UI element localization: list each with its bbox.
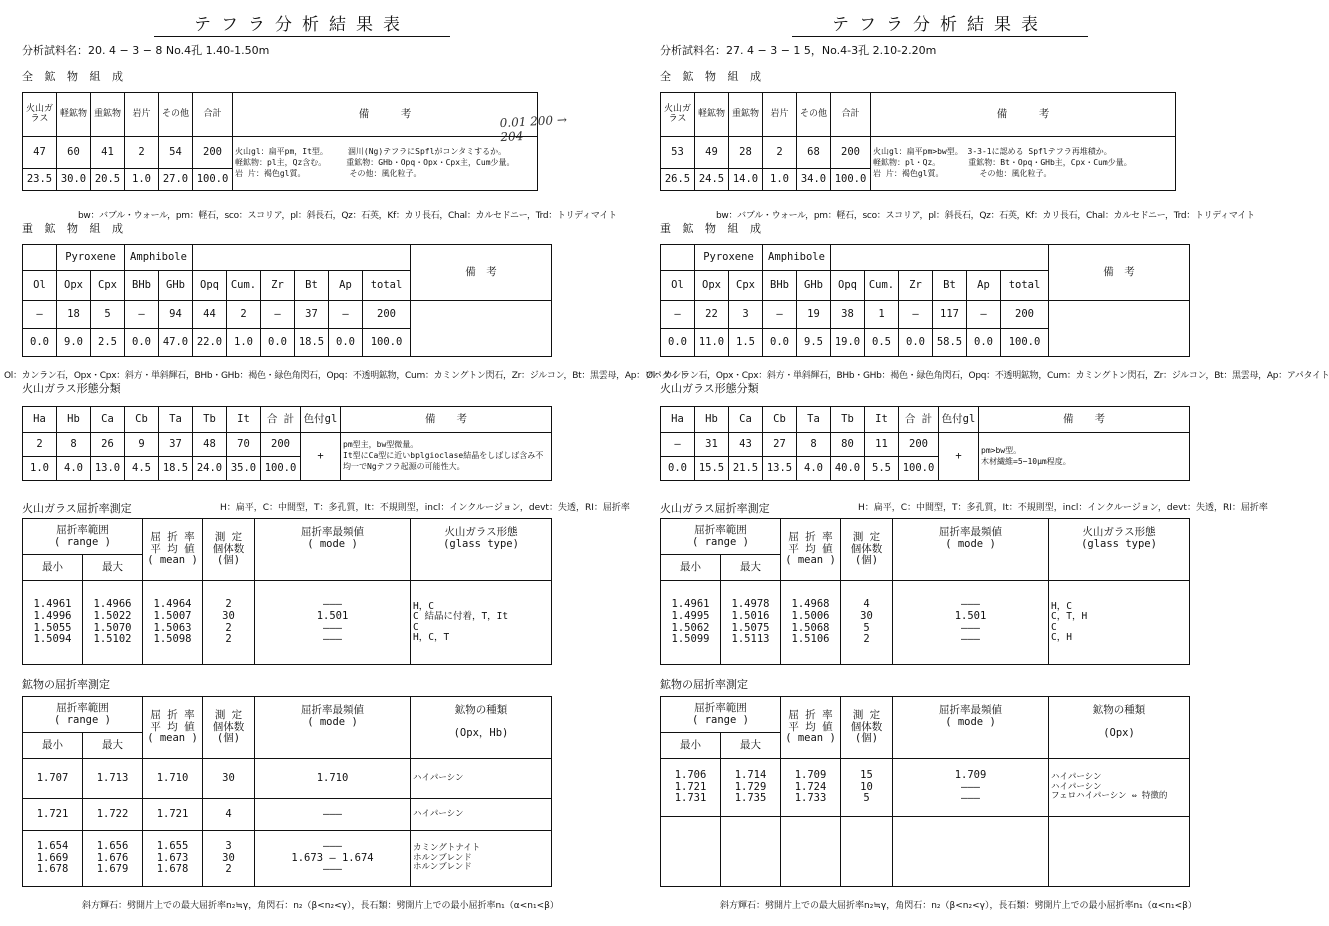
total-header: その他 xyxy=(797,93,831,137)
heavy-header: GHb xyxy=(797,271,831,301)
total-pct-cell: 100.0 xyxy=(193,169,233,191)
glass-count-cell: 31 xyxy=(695,433,729,457)
ri-mean-values: 1.4964 1.5007 1.5063 1.5098 xyxy=(143,581,203,665)
heavy-remarks-header: 備 考 xyxy=(1049,245,1190,301)
heavy-header: Ol xyxy=(23,271,57,301)
footnote: 斜方輝石：劈開片上での最大屈折率n₂≒γ，角閃石：n₂（β<n₂<γ），長石類：劈開片上での最小屈折率n₁（α<n₁<β） xyxy=(720,901,1197,911)
total-pct-cell: 24.5 xyxy=(695,169,729,191)
glass-pct-cell: 5.5 xyxy=(865,457,899,481)
ri-range-header: 屈折率範囲 ( range ) xyxy=(23,697,143,733)
mri-mode: 1.709 ——— ——— xyxy=(893,759,1049,817)
ri-min-values: 1.4961 1.4995 1.5062 1.5099 xyxy=(661,581,721,665)
ri-type-header: 火山ガラス形態 (glass type) xyxy=(411,519,552,581)
glass-count-cell: 27 xyxy=(763,433,797,457)
heavy-count-cell: — xyxy=(23,301,57,329)
heavy-count-cell: 200 xyxy=(1001,301,1049,329)
mri-count: 15 10 5 xyxy=(841,759,893,817)
glass-ri-table xyxy=(660,518,1190,665)
ri-count-values: 4 30 5 2 xyxy=(841,581,893,665)
footnote: 斜方輝石：劈開片上での最大屈折率n₂≒γ，角閃石：n₂（β<n₂<γ），長石類：劈開片上での最小屈折率n₁（α<n₁<β） xyxy=(82,901,559,911)
glass-remarks: pm>bw型。 木材繊維=5−10μm程度。 xyxy=(979,433,1190,481)
heavy-count-cell: 2 xyxy=(227,301,261,329)
heavy-remarks-header: 備 考 xyxy=(411,245,552,301)
colored-glass-cell: + xyxy=(939,433,979,481)
ri-max-header: 最大 xyxy=(83,733,143,759)
total-count-cell: 2 xyxy=(763,137,797,169)
ri-range-header: 屈折率範囲 ( range ) xyxy=(23,519,143,555)
heavy-count-cell: 117 xyxy=(933,301,967,329)
glass-count-cell: 26 xyxy=(91,433,125,457)
colored-glass-cell: + xyxy=(301,433,341,481)
ri-max-values: 1.4978 1.5016 1.5075 1.5113 xyxy=(721,581,781,665)
ri-count-header: 測 定 個体数 (個) xyxy=(203,697,255,759)
heavy-pct-cell: 100.0 xyxy=(363,329,411,357)
ri-range-header: 屈折率範囲 ( range ) xyxy=(661,519,781,555)
ri-count-values: 2 30 2 2 xyxy=(203,581,255,665)
right-page xyxy=(646,0,1329,926)
glass-count-cell: 70 xyxy=(227,433,261,457)
glass-ri-table xyxy=(22,518,552,665)
heavy-header: total xyxy=(1001,271,1049,301)
heavy-pct-cell: 9.0 xyxy=(57,329,91,357)
abbreviation-legend: bw：バブル・ウォール，pm：軽石，sco：スコリア，pl：斜長石，Qz：石英，Kf：カリ長石，Chal：カルセドニー，Trd：トリディマイト xyxy=(78,211,617,221)
heavy-pct-cell: 0.0 xyxy=(899,329,933,357)
heavy-pct-cell: 11.0 xyxy=(695,329,729,357)
total-count-cell: 68 xyxy=(797,137,831,169)
glass-count-cell: 200 xyxy=(261,433,301,457)
mri-count: 3 30 2 xyxy=(203,831,255,887)
heavy-header: Opx xyxy=(695,271,729,301)
glass-count-cell: 37 xyxy=(159,433,193,457)
heavy-header: Opx xyxy=(57,271,91,301)
total-pct-cell: 1.0 xyxy=(125,169,159,191)
ri-count-header: 測 定 個体数 (個) xyxy=(841,697,893,759)
mineral-ri-table xyxy=(660,696,1190,887)
total-count-cell: 47 xyxy=(23,137,57,169)
heavy-count-cell: 37 xyxy=(295,301,329,329)
total-header: 岩片 xyxy=(763,93,797,137)
heavy-pct-cell: 0.0 xyxy=(261,329,295,357)
mineral-ri-row xyxy=(661,759,1190,817)
heavy-minerals-table xyxy=(660,244,1190,357)
heavy-pct-cell: 1.5 xyxy=(729,329,763,357)
glass-header: 合 計 xyxy=(899,407,939,433)
total-remarks: 火山gl：扁平pm，It型。 涸川(Ng)テフラにSpflがコンタミするか。 軽鉱物：pl主，Qz含む。 重鉱物：GHb・Opq・Opx・Cpx主，Cum少量。 岩 片：褐色gl質。 その他：風化粒子。 xyxy=(233,137,538,191)
glass-header: Ha xyxy=(23,407,57,433)
total-header: 重鉱物 xyxy=(729,93,763,137)
mri-mode: 1.710 xyxy=(255,759,411,799)
heavy-count-cell: 44 xyxy=(193,301,227,329)
ri-type-values: H，C C 結晶に付着，T，It C H，C，T xyxy=(411,581,552,665)
glass-morphology-table xyxy=(660,406,1190,481)
mri-mean: 1.721 xyxy=(143,799,203,831)
total-header: 合計 xyxy=(193,93,233,137)
total-minerals-table xyxy=(660,92,1176,191)
handwritten-note: 0.01 200 → 204 xyxy=(499,112,568,145)
total-pct-cell: 14.0 xyxy=(729,169,763,191)
heavy-header: BHb xyxy=(763,271,797,301)
section-glass-morphology: 火山ガラス形態分類 xyxy=(660,382,759,395)
glass-remarks: pm型主，bw型微量。 It型にCa型に近いbplgioclase結晶をしばしば含み不均一でNgテフラ起源の可能性大。 xyxy=(341,433,552,481)
total-count-cell: 28 xyxy=(729,137,763,169)
total-remarks: 火山gl：扁平pm>bw型。 3-3-1に認める Spflテフラ再堆積か。 軽鉱物：pl・Qz。 重鉱物：Bt・Opq・GHb主，Cpx・Cum少量。 岩 片：褐色gl質。 その他：風化粒子。 xyxy=(871,137,1176,191)
section-glass-ri: 火山ガラス屈折率測定 xyxy=(22,502,132,515)
heavy-count-cell: — xyxy=(329,301,363,329)
heavy-header: Bt xyxy=(933,271,967,301)
section-glass-ri: 火山ガラス屈折率測定 xyxy=(660,502,770,515)
total-count-cell: 200 xyxy=(831,137,871,169)
mri-min: 1.654 1.669 1.678 xyxy=(23,831,83,887)
ri-mode-header: 屈折率最頻値 ( mode ) xyxy=(255,697,411,759)
glass-remarks-header: 備 考 xyxy=(979,407,1190,433)
mri-min: 1.721 xyxy=(23,799,83,831)
glass-header: It xyxy=(227,407,261,433)
heavy-header: BHb xyxy=(125,271,159,301)
mineral-abbreviations: Ol：カンラン石，Opx・Cpx：斜方・単斜輝石，BHb・GHb：褐色・緑色角閃石，Opq：不透明鉱物，Cum：カミングトン閃石，Zr：ジルコン，Bt：黒雲母，Ap：アパタイト xyxy=(646,371,1329,381)
total-count-cell: 54 xyxy=(159,137,193,169)
glass-pct-cell: 4.5 xyxy=(125,457,159,481)
mri-max: 1.714 1.729 1.735 xyxy=(721,759,781,817)
mineral-ri-row xyxy=(661,817,1190,887)
glass-header: 色付gl xyxy=(301,407,341,433)
glass-pct-cell: 0.0 xyxy=(661,457,695,481)
glass-pct-cell: 13.5 xyxy=(763,457,797,481)
page-title xyxy=(660,10,1220,37)
mri-min: 1.707 xyxy=(23,759,83,799)
heavy-header: Cum. xyxy=(865,271,899,301)
glass-header: Tb xyxy=(193,407,227,433)
sample-name: 分析試料名：27. 4 − 3 − 1 5，No.4-3孔 2.10-2.20m xyxy=(660,44,937,57)
total-remarks-header: 備 考 xyxy=(233,93,538,137)
mineral-ri-row xyxy=(23,799,552,831)
heavy-count-cell: 38 xyxy=(831,301,865,329)
heavy-pct-cell: 0.0 xyxy=(329,329,363,357)
heavy-header: Opq xyxy=(193,271,227,301)
title-text: テフラ分析結果表 xyxy=(792,10,1088,37)
glass-count-cell: 80 xyxy=(831,433,865,457)
heavy-header: Zr xyxy=(261,271,295,301)
total-remarks-header: 備 考 xyxy=(871,93,1176,137)
glass-header: Cb xyxy=(125,407,159,433)
ri-max-values: 1.4966 1.5022 1.5070 1.5102 xyxy=(83,581,143,665)
heavy-count-cell: 1 xyxy=(865,301,899,329)
total-pct-cell: 30.0 xyxy=(57,169,91,191)
group-pyroxene: Pyroxene xyxy=(695,245,763,271)
heavy-count-cell: — xyxy=(899,301,933,329)
heavy-count-cell: 200 xyxy=(363,301,411,329)
mri-count xyxy=(841,817,893,887)
heavy-header: GHb xyxy=(159,271,193,301)
heavy-header: Ap xyxy=(329,271,363,301)
ri-mean-header: 屈 折 率 平 均 値 ( mean ) xyxy=(781,519,841,581)
heavy-count-cell: — xyxy=(967,301,1001,329)
mri-type: ハイパーシン ハイパーシン フェロハイパーシン ⇔ 特徴的 xyxy=(1049,759,1190,817)
glass-pct-cell: 100.0 xyxy=(899,457,939,481)
glass-count-cell: — xyxy=(661,433,695,457)
mineral-ri-row xyxy=(23,759,552,799)
total-pct-cell: 1.0 xyxy=(763,169,797,191)
glass-count-cell: 2 xyxy=(23,433,57,457)
total-pct-cell: 26.5 xyxy=(661,169,695,191)
mri-max: 1.656 1.676 1.679 xyxy=(83,831,143,887)
mri-mode xyxy=(893,817,1049,887)
total-count-cell: 49 xyxy=(695,137,729,169)
mri-max: 1.713 xyxy=(83,759,143,799)
glass-count-cell: 9 xyxy=(125,433,159,457)
glass-pct-cell: 35.0 xyxy=(227,457,261,481)
total-pct-cell: 27.0 xyxy=(159,169,193,191)
glass-count-cell: 200 xyxy=(899,433,939,457)
total-pct-cell: 100.0 xyxy=(831,169,871,191)
total-count-cell: 41 xyxy=(91,137,125,169)
heavy-count-cell: — xyxy=(261,301,295,329)
mri-mean: 1.710 xyxy=(143,759,203,799)
mri-mode: ——— xyxy=(255,799,411,831)
mineral-ri-table xyxy=(22,696,552,887)
glass-pct-cell: 24.0 xyxy=(193,457,227,481)
heavy-count-cell: 18 xyxy=(57,301,91,329)
heavy-header: Ap xyxy=(967,271,1001,301)
total-count-cell: 53 xyxy=(661,137,695,169)
heavy-header: Bt xyxy=(295,271,329,301)
glass-pct-cell: 40.0 xyxy=(831,457,865,481)
heavy-minerals-table xyxy=(22,244,552,357)
heavy-count-cell: 22 xyxy=(695,301,729,329)
mri-mean: 1.709 1.724 1.733 xyxy=(781,759,841,817)
total-header: その他 xyxy=(159,93,193,137)
heavy-pct-cell: 0.0 xyxy=(763,329,797,357)
ri-max-header: 最大 xyxy=(721,733,781,759)
ri-max-header: 最大 xyxy=(83,555,143,581)
heavy-count-cell: — xyxy=(763,301,797,329)
heavy-count-cell: 3 xyxy=(729,301,763,329)
ri-min-header: 最小 xyxy=(23,733,83,759)
mri-min xyxy=(661,817,721,887)
glass-header: Cb xyxy=(763,407,797,433)
total-pct-cell: 23.5 xyxy=(23,169,57,191)
group-amphibole: Amphibole xyxy=(125,245,193,271)
heavy-pct-cell: 2.5 xyxy=(91,329,125,357)
section-glass-morphology: 火山ガラス形態分類 xyxy=(22,382,121,395)
mri-type: ハイパーシン xyxy=(411,799,552,831)
heavy-pct-cell: 47.0 xyxy=(159,329,193,357)
mri-count: 4 xyxy=(203,799,255,831)
heavy-pct-cell: 9.5 xyxy=(797,329,831,357)
ri-row xyxy=(23,581,552,665)
heavy-pct-cell: 19.0 xyxy=(831,329,865,357)
glass-remarks-header: 備 考 xyxy=(341,407,552,433)
glass-pct-cell: 4.0 xyxy=(797,457,831,481)
glass-count-cell: 11 xyxy=(865,433,899,457)
mineral-abbreviations: Ol：カンラン石，Opx・Cpx：斜方・単斜輝石，BHb・GHb：褐色・緑色角閃石，Opq：不透明鉱物，Cum：カミングトン閃石，Zr：ジルコン，Bt：黒雲母，Ap：アパタイト xyxy=(4,371,688,381)
ri-mode-values: ——— 1.501 ——— ——— xyxy=(893,581,1049,665)
glass-header: Ha xyxy=(661,407,695,433)
sample-name: 分析試料名：20. 4 − 3 − 8 No.4孔 1.40-1.50m xyxy=(22,44,270,57)
ri-max-header: 最大 xyxy=(721,555,781,581)
total-count-cell: 200 xyxy=(193,137,233,169)
heavy-pct-cell: 100.0 xyxy=(1001,329,1049,357)
ri-type-values: H，C C，T，H C C，H xyxy=(1049,581,1190,665)
ri-row xyxy=(661,581,1190,665)
total-pct-cell: 34.0 xyxy=(797,169,831,191)
ri-min-header: 最小 xyxy=(23,555,83,581)
glass-header: 色付gl xyxy=(939,407,979,433)
ri-count-header: 測 定 個体数 (個) xyxy=(841,519,893,581)
total-count-cell: 60 xyxy=(57,137,91,169)
glass-count-cell: 8 xyxy=(797,433,831,457)
glass-count-cell: 8 xyxy=(57,433,91,457)
ri-mode-header: 屈折率最頻値 ( mode ) xyxy=(255,519,411,581)
section-mineral-ri: 鉱物の屈折率測定 xyxy=(660,678,748,691)
glass-count-cell: 48 xyxy=(193,433,227,457)
ri-mode-values: ——— 1.501 ——— ——— xyxy=(255,581,411,665)
mri-mode: ——— 1.673 — 1.674 ——— xyxy=(255,831,411,887)
heavy-header: Cum. xyxy=(227,271,261,301)
heavy-header: Opq xyxy=(831,271,865,301)
heavy-header: Zr xyxy=(899,271,933,301)
heavy-pct-cell: 0.5 xyxy=(865,329,899,357)
mri-max: 1.722 xyxy=(83,799,143,831)
ri-mode-header: 屈折率最頻値 ( mode ) xyxy=(893,697,1049,759)
heavy-count-cell: 5 xyxy=(91,301,125,329)
title-text: テフラ分析結果表 xyxy=(154,10,450,37)
glass-count-cell: 43 xyxy=(729,433,763,457)
ri-type-header: 鉱物の種類 (Opx) xyxy=(1049,697,1190,759)
ri-mean-header: 屈 折 率 平 均 値 ( mean ) xyxy=(781,697,841,759)
glass-header: Ca xyxy=(91,407,125,433)
ri-abbreviations: H：扁平，C：中間型，T：多孔質，It：不規則型，incl：インクルージョン，devt：失透，RI：屈折率 xyxy=(858,503,1268,513)
glass-morphology-table xyxy=(22,406,552,481)
ri-type-header: 火山ガラス形態 (glass type) xyxy=(1049,519,1190,581)
heavy-pct-cell: 58.5 xyxy=(933,329,967,357)
heavy-pct-cell: 1.0 xyxy=(227,329,261,357)
glass-pct-cell: 1.0 xyxy=(23,457,57,481)
mri-max xyxy=(721,817,781,887)
total-header: 重鉱物 xyxy=(91,93,125,137)
section-heavy-minerals: 重 鉱 物 組 成 xyxy=(660,222,765,235)
heavy-pct-cell: 22.0 xyxy=(193,329,227,357)
total-header: 火山ガラス xyxy=(23,93,57,137)
page-title xyxy=(22,10,582,37)
heavy-pct-cell: 0.0 xyxy=(661,329,695,357)
glass-pct-cell: 15.5 xyxy=(695,457,729,481)
group-pyroxene: Pyroxene xyxy=(57,245,125,271)
total-minerals-table xyxy=(22,92,538,191)
ri-mode-header: 屈折率最頻値 ( mode ) xyxy=(893,519,1049,581)
heavy-header: Ol xyxy=(661,271,695,301)
heavy-count-cell: 19 xyxy=(797,301,831,329)
mri-type xyxy=(1049,817,1190,887)
total-header: 軽鉱物 xyxy=(57,93,91,137)
glass-header: Hb xyxy=(695,407,729,433)
heavy-header: Cpx xyxy=(91,271,125,301)
mri-type: カミングトナイト ホルンブレンド ホルンブレンド xyxy=(411,831,552,887)
total-header: 合計 xyxy=(831,93,871,137)
glass-header: Hb xyxy=(57,407,91,433)
glass-header: Ca xyxy=(729,407,763,433)
total-header: 火山ガラス xyxy=(661,93,695,137)
glass-header: Ta xyxy=(159,407,193,433)
section-heavy-minerals: 重 鉱 物 組 成 xyxy=(22,222,127,235)
heavy-header: total xyxy=(363,271,411,301)
glass-pct-cell: 100.0 xyxy=(261,457,301,481)
mri-min: 1.706 1.721 1.731 xyxy=(661,759,721,817)
heavy-count-cell: 94 xyxy=(159,301,193,329)
mri-type: ハイパーシン xyxy=(411,759,552,799)
glass-header: Tb xyxy=(831,407,865,433)
section-total-minerals: 全 鉱 物 組 成 xyxy=(22,70,127,83)
heavy-pct-cell: 0.0 xyxy=(967,329,1001,357)
section-total-minerals: 全 鉱 物 組 成 xyxy=(660,70,765,83)
ri-mean-values: 1.4968 1.5006 1.5068 1.5106 xyxy=(781,581,841,665)
glass-pct-cell: 13.0 xyxy=(91,457,125,481)
ri-min-values: 1.4961 1.4996 1.5055 1.5094 xyxy=(23,581,83,665)
group-amphibole: Amphibole xyxy=(763,245,831,271)
heavy-count-cell: — xyxy=(125,301,159,329)
glass-pct-cell: 4.0 xyxy=(57,457,91,481)
ri-range-header: 屈折率範囲 ( range ) xyxy=(661,697,781,733)
abbreviation-legend: bw：バブル・ウォール，pm：軽石，sco：スコリア，pl：斜長石，Qz：石英，Kf：カリ長石，Chal：カルセドニー，Trd：トリディマイト xyxy=(716,211,1255,221)
ri-min-header: 最小 xyxy=(661,555,721,581)
total-count-cell: 2 xyxy=(125,137,159,169)
mri-mean xyxy=(781,817,841,887)
heavy-pct-cell: 0.0 xyxy=(125,329,159,357)
ri-mean-header: 屈 折 率 平 均 値 ( mean ) xyxy=(143,519,203,581)
mri-mean: 1.655 1.673 1.678 xyxy=(143,831,203,887)
section-mineral-ri: 鉱物の屈折率測定 xyxy=(22,678,110,691)
glass-header: Ta xyxy=(797,407,831,433)
ri-count-header: 測 定 個体数 (個) xyxy=(203,519,255,581)
total-header: 岩片 xyxy=(125,93,159,137)
heavy-pct-cell: 0.0 xyxy=(23,329,57,357)
ri-mean-header: 屈 折 率 平 均 値 ( mean ) xyxy=(143,697,203,759)
glass-pct-cell: 18.5 xyxy=(159,457,193,481)
total-header: 軽鉱物 xyxy=(695,93,729,137)
mri-count: 30 xyxy=(203,759,255,799)
glass-header: It xyxy=(865,407,899,433)
heavy-header: Cpx xyxy=(729,271,763,301)
ri-abbreviations: H：扁平，C：中間型，T：多孔質，It：不規則型，incl：インクルージョン，devt：失透，RI：屈折率 xyxy=(220,503,630,513)
mineral-ri-row xyxy=(23,831,552,887)
total-pct-cell: 20.5 xyxy=(91,169,125,191)
ri-type-header: 鉱物の種類 (Opx，Hb) xyxy=(411,697,552,759)
heavy-pct-cell: 18.5 xyxy=(295,329,329,357)
glass-pct-cell: 21.5 xyxy=(729,457,763,481)
glass-header: 合 計 xyxy=(261,407,301,433)
heavy-count-cell: — xyxy=(661,301,695,329)
ri-min-header: 最小 xyxy=(661,733,721,759)
